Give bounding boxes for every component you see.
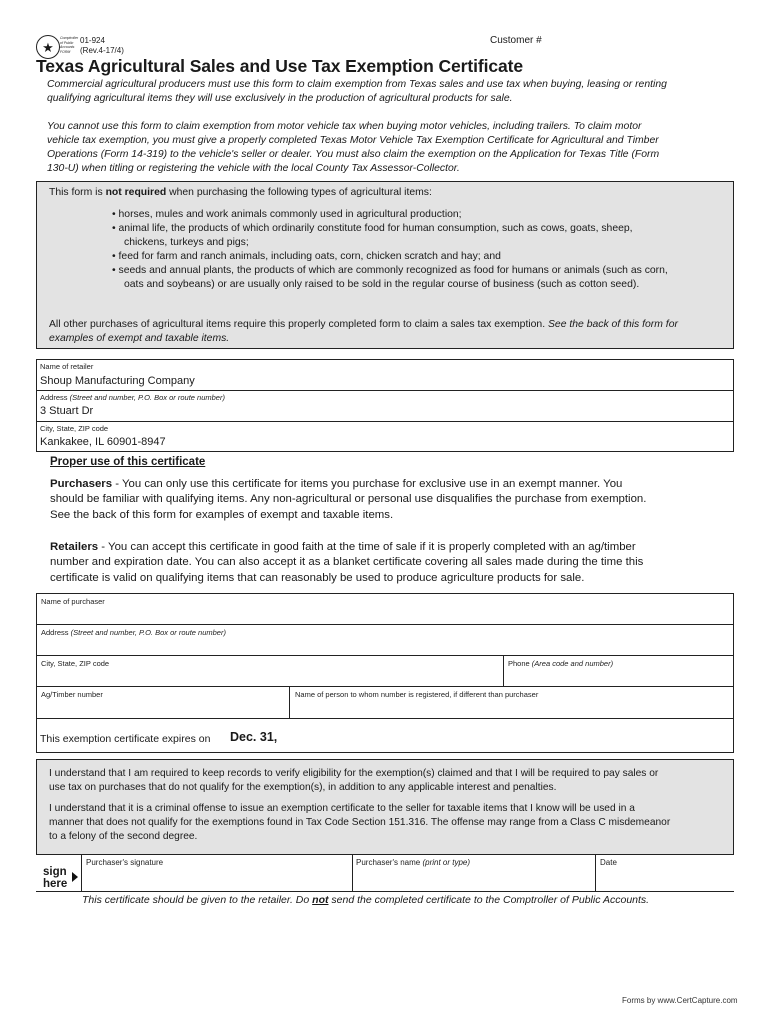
sign-here-marker: sign here <box>43 866 68 890</box>
divider <box>289 686 290 718</box>
purchaser-print-name-field[interactable] <box>354 868 594 890</box>
retailer-city-field[interactable]: Kankakee, IL 60901-8947 <box>40 436 166 448</box>
retailer-name-label: Name of retailer <box>40 362 94 371</box>
divider <box>36 421 734 422</box>
divider <box>36 655 734 656</box>
purchaser-city-label: City, State, ZIP code <box>41 659 110 668</box>
divider <box>81 855 82 891</box>
retailer-address-field[interactable]: 3 Stuart Dr <box>40 405 94 417</box>
proper-use-heading: Proper use of this certificate <box>50 456 206 468</box>
retailer-name-field[interactable]: Shoup Manufacturing Company <box>40 375 195 387</box>
form-number: 01-924 (Rev.4-17/4) <box>80 36 124 55</box>
retailer-address-label: Address (Street and number, P.O. Box or route number) <box>40 393 225 402</box>
customer-number-label: Customer # <box>490 35 542 46</box>
purchasers-paragraph: Purchasers - You can only use this certificate for items you purchase for exclusive use in an exempt manner. You should be familiar with qualifying items. Any non-agricultural or personal use disqualifies the purchase from exemption. See the back of this form for examples of exempt and taxable items. <box>50 478 647 521</box>
list-item: • horses, mules and work animals commonly used in agricultural production; <box>112 209 462 220</box>
purchaser-name-field[interactable] <box>37 606 733 623</box>
ag-timber-number-field[interactable] <box>37 699 288 717</box>
agency-name: Comptroller of Public Accounts FORM <box>60 36 79 54</box>
acknowledgement-records: I understand that I am required to keep records to verify eligibility for the exemption(s) claimed and that I will be required to pay sales or use tax on purchases that do not qualify for the exemption(s), in addition to any applicable interest and penalties. <box>49 768 659 793</box>
retailer-instruction: This certificate should be given to the retailer. Do not send the completed certificate to the Comptroller of Public Accounts. <box>82 894 650 906</box>
intro-paragraph-1: Commercial agricultural producers must use this form to claim exemption from Texas sales and use tax when buying, leasing or renting qualifying agricultural items they will use exclusively in the production of agricultural products for sale. <box>47 79 667 104</box>
signature-label: Purchaser's signature <box>86 858 164 867</box>
expiration-date-field[interactable]: Dec. 31, <box>230 730 278 744</box>
signature-field[interactable] <box>83 868 351 890</box>
purchaser-address-field[interactable] <box>37 637 733 654</box>
page-title: Texas Agricultural Sales and Use Tax Exemption Certificate <box>36 56 523 76</box>
intro-paragraph-2: You cannot use this form to claim exemption from motor vehicle tax when buying motor vehicles, including trailers. To claim motor vehicle tax exemption, you must give a properly completed Texas Motor Vehicle Tax Exemption Certificate for Agricultural and Timber Operations (Form 14-319) to the vehicle's seller or dealer. You must also claim the exemption on the Application for Texas Title (Form 130-U) when titling or registering the vehicle with the local County Tax Assessor-Collector. <box>47 121 660 174</box>
registered-name-label: Name of person to whom number is registered, if different than purchaser <box>295 690 539 699</box>
date-label: Date <box>600 858 617 867</box>
notice-lead: This form is not required when purchasing the following types of agricultural items: <box>49 187 432 198</box>
arrow-right-icon <box>72 872 78 882</box>
acknowledgement-criminal-offense: I understand that it is a criminal offense to issue an exemption certificate to the seller for taxable items that I know will be used in a manner that does not qualify for the exemptions found in Tax Code Section 151.316. The offense may range from a Class C misdemeanor to a felony of the second degree. <box>49 803 671 842</box>
divider <box>36 718 734 719</box>
purchaser-city-field[interactable] <box>37 668 502 685</box>
phone-label: Phone (Area code and number) <box>508 659 614 668</box>
list-item: • animal life, the products of which ordinarily constitute food for human consumption, such as cows, goats, sheep, chickens, turkeys and pigs; <box>112 223 633 248</box>
purchaser-name-label: Name of purchaser <box>41 597 105 606</box>
divider <box>36 624 734 625</box>
phone-field[interactable] <box>505 668 733 685</box>
notice-closing: All other purchases of agricultural items require this properly completed form to claim a sales tax exemption. See the back of this form for examples of exempt and taxable items. <box>49 319 678 344</box>
divider <box>36 686 734 687</box>
retailer-city-label: City, State, ZIP code <box>40 424 109 433</box>
divider <box>595 855 596 891</box>
exempt-items-list <box>112 208 672 292</box>
retailers-paragraph: Retailers - You can accept this certificate in good faith at the time of sale if it is properly completed with an ag/timber number and expiration date. You can also accept it as a blanket certificate covering all sales made during the time this certificate is valid on qualifying items that can reasonably be used to produce agriculture products for sale. <box>50 541 644 584</box>
divider <box>36 390 734 391</box>
ag-timber-number-label: Ag/Timber number <box>41 690 103 699</box>
list-item: • seeds and annual plants, the products of which are commonly recognized as food for humans or animals (such as corn, oats and soybeans) or are usually only raised to be sold in the regular course of business (such as cotton seed). <box>112 265 668 290</box>
divider <box>503 655 504 686</box>
date-field[interactable] <box>597 868 733 890</box>
divider <box>352 855 353 891</box>
expiration-label: This exemption certificate expires on <box>40 733 211 745</box>
forms-credit: Forms by www.CertCapture.com <box>622 996 738 1005</box>
purchaser-address-label: Address (Street and number, P.O. Box or route number) <box>41 628 226 637</box>
list-item: • feed for farm and ranch animals, including oats, corn, chicken scratch and hay; and <box>112 251 501 262</box>
purchaser-print-name-label: Purchaser's name (print or type) <box>356 858 471 867</box>
state-seal-icon: ★ <box>36 35 60 59</box>
registered-name-field[interactable] <box>291 699 733 717</box>
